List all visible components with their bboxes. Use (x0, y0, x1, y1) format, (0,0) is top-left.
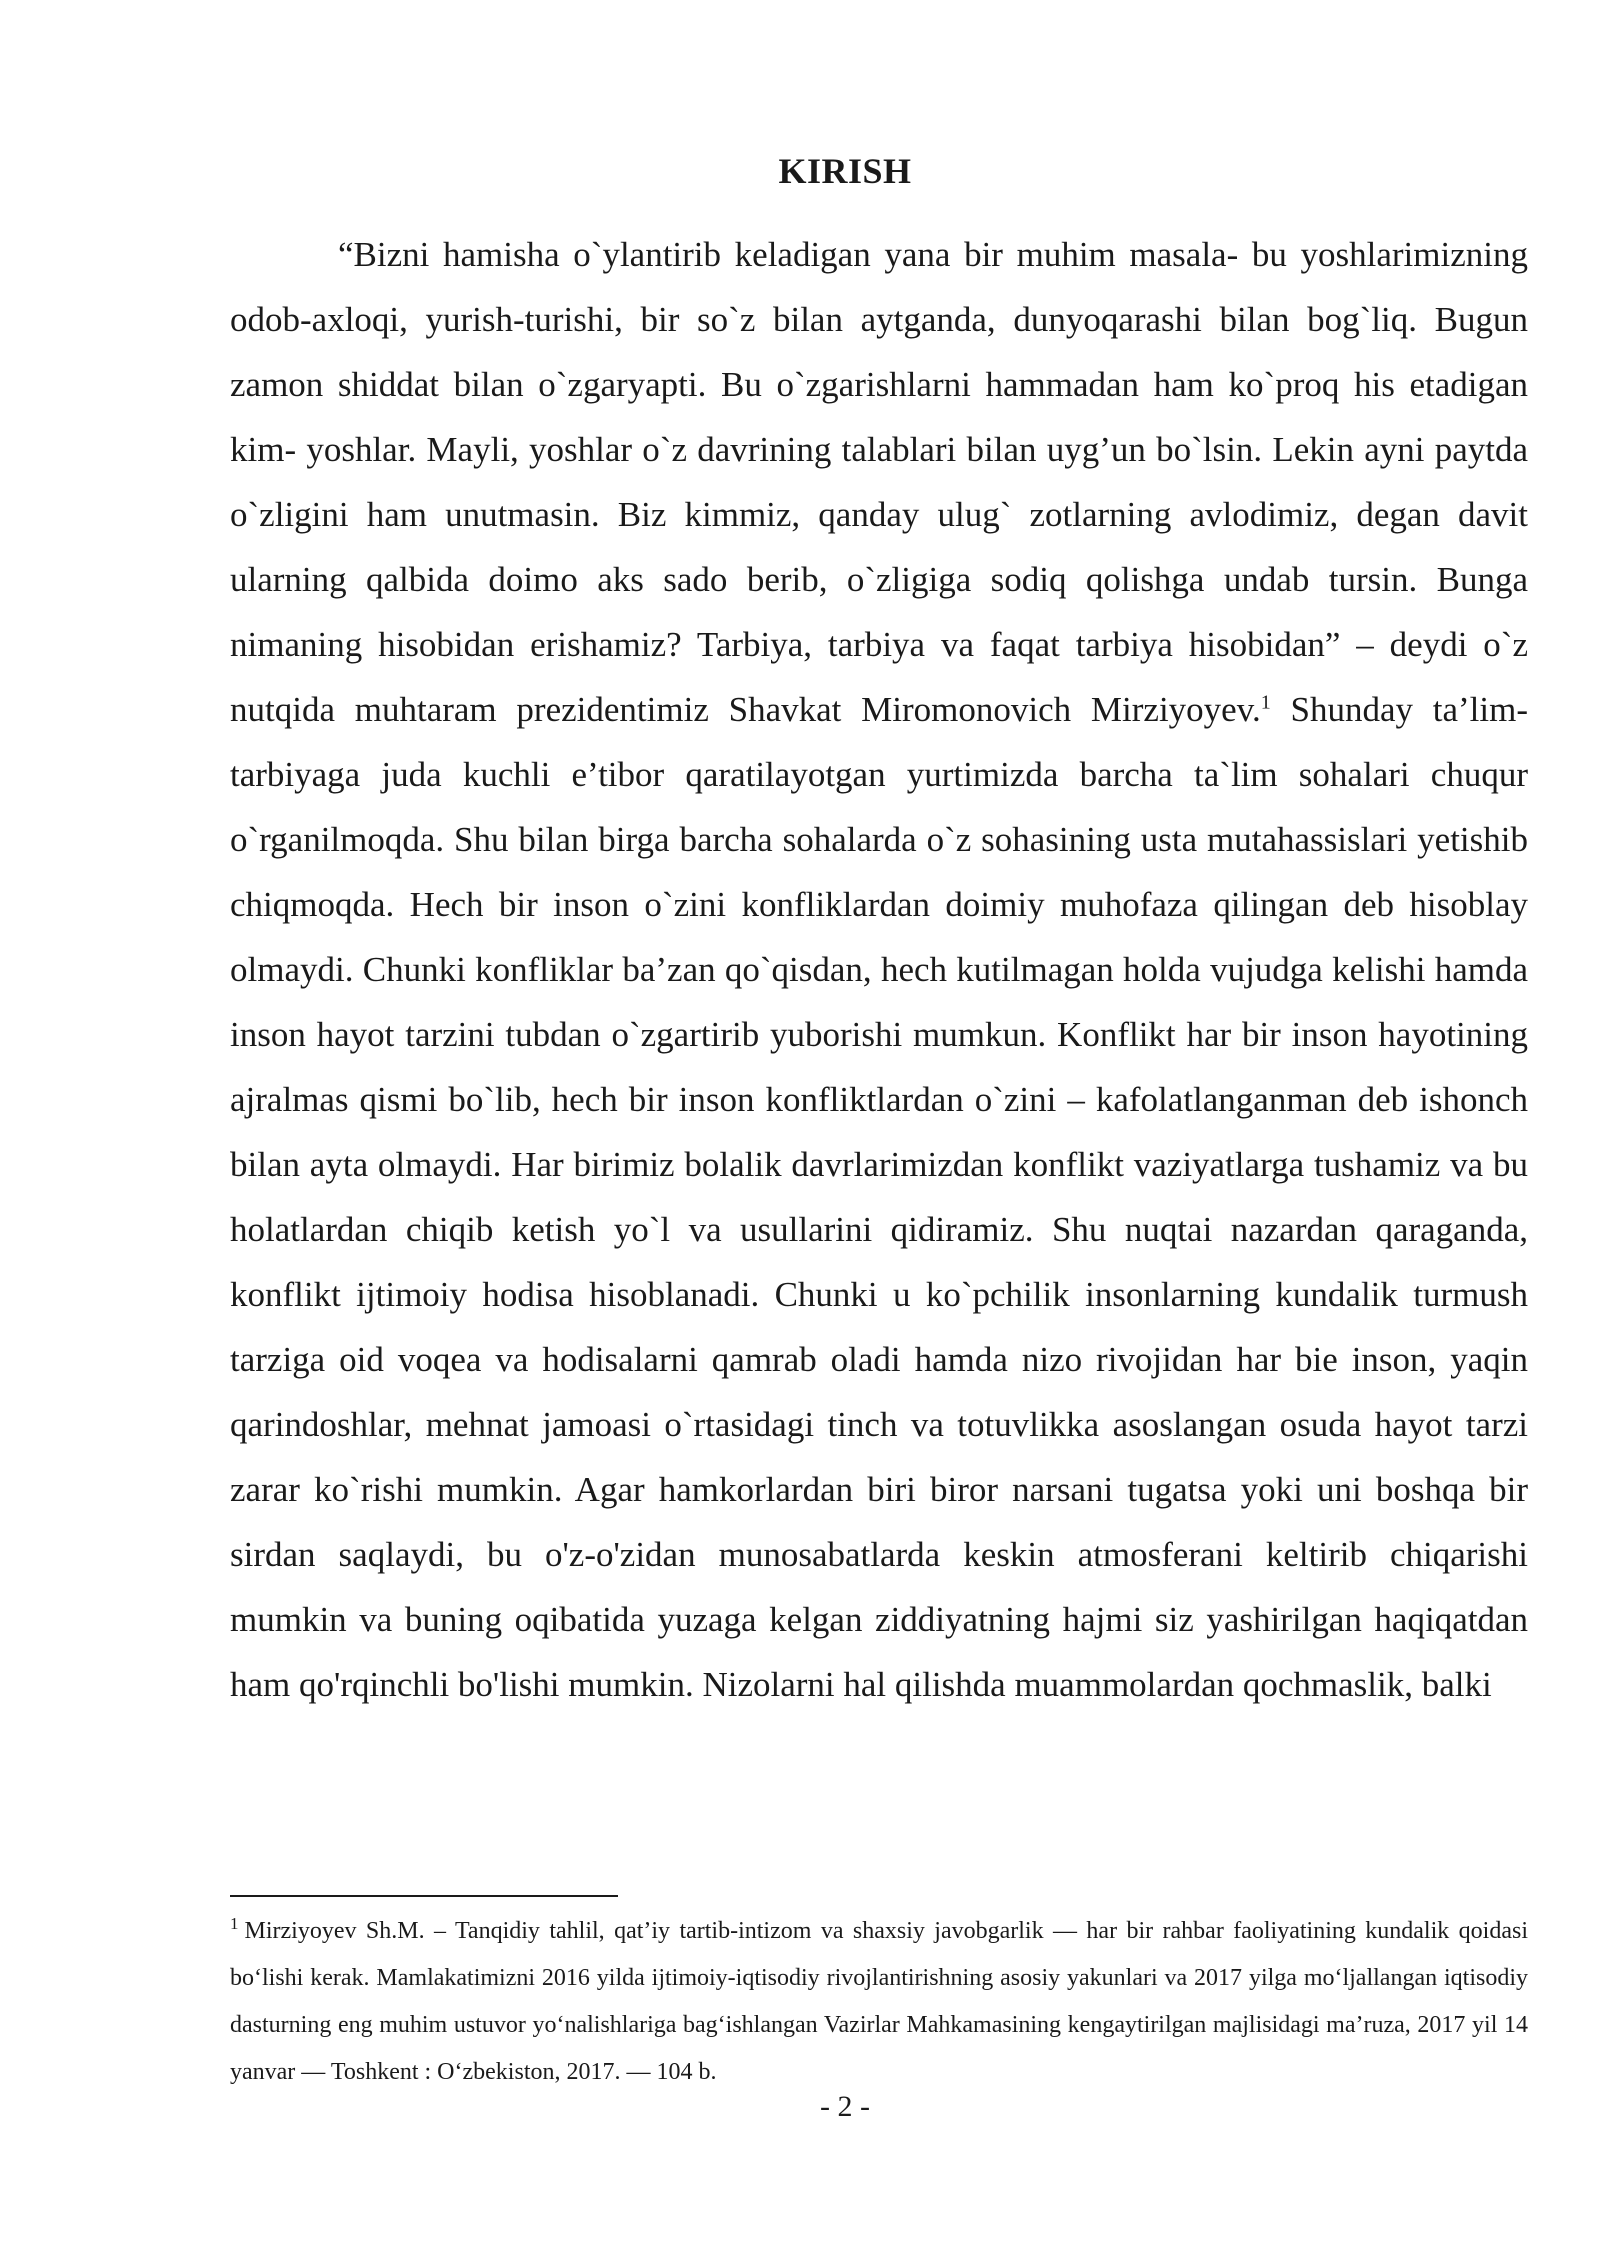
body-text-part2: Shunday ta’lim-tarbiyaga juda kuchli e’tibor qaratilayotgan yurtimizda barcha ta`lim sohalari chuqur o`rganilmoqda. Shu bilan birga barcha sohalarda o`z sohasining usta mutahassislari yetishib chiqmoqda. Hech bir inson o`zini konfliklardan doimiy muhofaza qilingan deb hisoblay olmaydi. Chunki konfliklar ba’zan qo`qisdan, hech kutilmagan holda vujudga kelishi hamda inson hayot tarzini tubdan o`zgartirib yuborishi mumkun. Konflikt har bir inson hayotining ajralmas qismi bo`lib, hech bir inson konfliktlardan o`zini – kafolatlanganman deb ishonch bilan ayta olmaydi. Har birimiz bolalik davrlarimizdan konflikt vaziyatlarga tushamiz va bu holatlardan chiqib ketish yo`l va usullarini qidiramiz. Shu nuqtai nazardan qaraganda, konflikt ijtimoiy hodisa hisoblanadi. Chunki u ko`pchilik insonlarning kundalik turmush tarziga oid voqea va hodisalarni qamrab oladi hamda nizo rivojidan har bie inson, yaqin qarindoshlar, mehnat jamoasi o`rtasidagi tinch va totuvlikka asoslangan osuda hayot tarzi zarar ko`rishi mumkin. Agar hamkorlardan biri biror narsani tugatsa yoki uni boshqa bir sirdan saqlaydi, bu o'z-o'zidan munosabatlarda keskin atmosferani keltirib chiqarishi mumkin va buning oqibatida yuzaga kelgan ziddiyatning hajmi siz yashirilgan haqiqatdan ham qo'rqinchli bo'lishi mumkin. Nizolarni hal qilishda muammolardan qochmaslik, balki (230, 690, 1528, 1704)
section-heading: KIRISH (778, 151, 912, 191)
footnote-marker: 1 (230, 1914, 239, 1933)
footnote (230, 1908, 1528, 2096)
body-text-part1: “Bizni hamisha o`ylantirib keladigan yana bir muhim masala- bu yoshlarimizning odob-axloqi, yurish-turishi, bir so`z bilan aytganda, dunyoqarashi bilan bog`liq. Bugun zamon shiddat bilan o`zgaryapti. Bu o`zgarishlarni hammadan ham ko`proq his etadigan kim- yoshlar. Mayli, yoshlar o`z davrining talablari bilan uyg’un bo`lsin. Lekin ayni paytda o`zligini ham unutmasin. Biz kimmiz, qanday ulug` zotlarning avlodimiz, degan davit ularning qalbida doimo aks sado berib, o`zligiga sodiq qolishga undab tursin. Bunga nimaning hisobidan erishamiz? Tarbiya, tarbiya va faqat tarbiya hisobidan” – deydi o`z nutqida muhtaram prezidentimiz Shavkat Miromonovich Mirziyoyev. (230, 235, 1528, 729)
footnote-reference[interactable]: 1 (1260, 691, 1271, 714)
footnote-separator (230, 1895, 618, 1897)
footnote-text: Mirziyoyev Sh.M. – Tanqidiy tahlil, qat’iy tartib-intizom va shaxsiy javobgarlik — har bir rahbar faoliyatining kundalik qoidasi bo‘lishi kerak. Mamlakatimizni 2016 yilda ijtimoiy-iqtisodiy rivojlantirishning asosiy yakunlari va 2017 yilga mo‘ljallangan iqtisodiy dasturning eng muhim ustuvor yo‘nalishlariga bag‘ishlangan Vazirlar Mahkamasining kengaytirilgan majlisidagi ma’ruza, 2017 yil 14 yanvar — Toshkent : O‘zbekiston, 2017. — 104 b. (230, 1918, 1528, 2085)
page-number: - 2 - (820, 2090, 870, 2123)
body-paragraph (230, 222, 1528, 1717)
